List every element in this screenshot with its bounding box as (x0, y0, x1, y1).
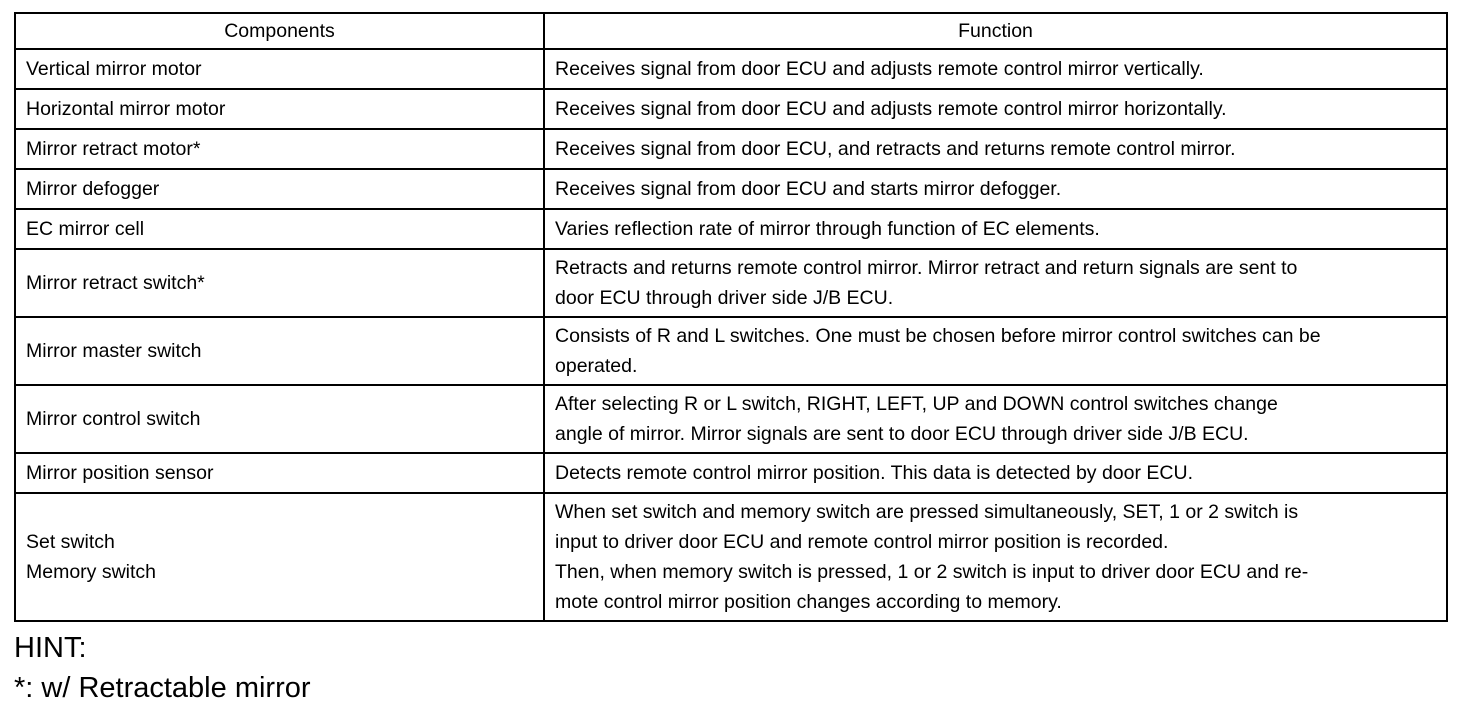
table-body (15, 49, 1447, 621)
component-name: Mirror retract switch* (26, 272, 205, 294)
function-cell (544, 249, 1447, 317)
table-row (15, 89, 1447, 129)
function-line: Varies reflection rate of mirror through function of EC elements. (555, 218, 1100, 240)
component-name: Vertical mirror motor (26, 58, 202, 80)
function-line: Then, when memory switch is pressed, 1 or 2 switch is input to driver door ECU and re- (555, 561, 1309, 583)
function-cell (544, 317, 1447, 385)
function-cell (544, 169, 1447, 209)
table-row (15, 249, 1447, 317)
function-cell (544, 453, 1447, 493)
hint-block (14, 628, 1446, 708)
function-cell (544, 129, 1447, 169)
component-cell (15, 493, 544, 621)
component-cell (15, 385, 544, 453)
function-cell (544, 385, 1447, 453)
function-cell (544, 89, 1447, 129)
function-line: Receives signal from door ECU and starts mirror defogger. (555, 178, 1062, 200)
table-row (15, 385, 1447, 453)
function-line: door ECU through driver side J/B ECU. (555, 287, 894, 309)
function-cell (544, 49, 1447, 89)
hint-title: HINT: (14, 632, 87, 664)
function-line: Detects remote control mirror position. This data is detected by door ECU. (555, 462, 1193, 484)
table-row (15, 317, 1447, 385)
function-line: angle of mirror. Mirror signals are sent to door ECU through driver side J/B ECU. (555, 423, 1249, 445)
function-line: Retracts and returns remote control mirror. Mirror retract and return signals are sent to (555, 257, 1298, 279)
function-cell (544, 209, 1447, 249)
component-name: Mirror control switch (26, 408, 201, 430)
component-name: Mirror retract motor* (26, 138, 201, 160)
component-name: Mirror position sensor (26, 462, 214, 484)
hint-note: *: w/ Retractable mirror (14, 672, 311, 704)
component-name: Horizontal mirror motor (26, 98, 226, 120)
table-row (15, 169, 1447, 209)
table-row (15, 49, 1447, 89)
component-cell (15, 49, 544, 89)
component-cell (15, 453, 544, 493)
function-line: Consists of R and L switches. One must be chosen before mirror control switches can be (555, 325, 1321, 347)
function-line: Receives signal from door ECU and adjusts remote control mirror horizontally. (555, 98, 1227, 120)
components-function-table (14, 12, 1448, 622)
function-line: Receives signal from door ECU, and retracts and returns remote control mirror. (555, 138, 1236, 160)
function-line: Receives signal from door ECU and adjusts remote control mirror vertically. (555, 58, 1204, 80)
header-function: Function (544, 13, 1447, 49)
component-cell (15, 129, 544, 169)
component-cell (15, 169, 544, 209)
component-name: Memory switch (26, 561, 157, 583)
function-line: operated. (555, 355, 638, 377)
function-cell (544, 493, 1447, 621)
component-cell (15, 317, 544, 385)
function-line: After selecting R or L switch, RIGHT, LEFT, UP and DOWN control switches change (555, 393, 1278, 415)
component-cell (15, 249, 544, 317)
function-line: input to driver door ECU and remote control mirror position is recorded. (555, 531, 1169, 553)
function-line: mote control mirror position changes according to memory. (555, 591, 1062, 613)
table-row (15, 493, 1447, 621)
component-name: Mirror defogger (26, 178, 160, 200)
table-row (15, 129, 1447, 169)
header-components: Components (15, 13, 544, 49)
table-row (15, 453, 1447, 493)
function-line: When set switch and memory switch are pressed simultaneously, SET, 1 or 2 switch is (555, 501, 1299, 523)
table-row (15, 209, 1447, 249)
component-cell (15, 209, 544, 249)
component-cell (15, 89, 544, 129)
component-name: Set switch (26, 531, 115, 553)
table-header-row (15, 13, 1447, 49)
component-name: Mirror master switch (26, 340, 202, 362)
component-name: EC mirror cell (26, 218, 145, 240)
document (14, 12, 1446, 708)
